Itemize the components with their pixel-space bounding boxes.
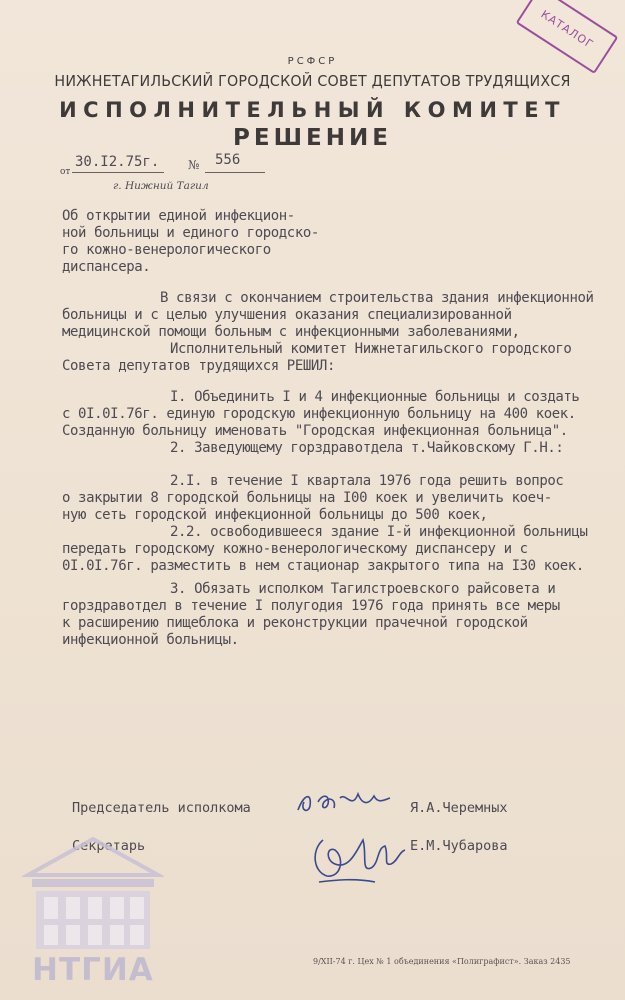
number-underline: [205, 172, 265, 173]
date-prefix: от: [60, 167, 71, 177]
subject-line: го кожно-венерологического: [62, 242, 271, 258]
council-title: НИЖНЕТАГИЛЬСКИЙ ГОРОДСКОЙ СОВЕТ ДЕПУТАТОВ ТРУДЯЩИХСЯ: [54, 72, 571, 90]
decision-date: 30.I2.75г.: [75, 154, 160, 170]
body-line: о закрытии 8 городской больницы на I00 коек и увеличить коеч-: [62, 490, 552, 506]
body-line: В связи с окончанием строительства здания инфекционной: [160, 290, 594, 306]
body-line: Совета депутатов трудящихся РЕШИЛ:: [62, 358, 335, 374]
body-line: горздравотдел в течение I полугодия 1976 года принять все меры: [62, 598, 560, 614]
body-line: медицинской помощи больным с инфекционными заболеваниями,: [62, 324, 520, 340]
secretary-signature: [305, 820, 415, 895]
date-underline: [72, 172, 164, 173]
body-line: Исполнительный комитет Нижнетагильского городского: [170, 341, 572, 357]
chairman-signature: [290, 780, 400, 825]
chairman-title: Председатель исполкома: [72, 800, 251, 816]
rsfsr-label: РСФСР: [287, 56, 338, 67]
catalog-stamp: КАТАЛОГ: [516, 0, 619, 74]
body-line: I. Объединить I и 4 инфекционные больницы и создать: [170, 389, 580, 405]
subject-line: ной больницы и единого городско-: [62, 225, 319, 241]
secretary-title: Секретарь: [72, 838, 146, 854]
secretary-name: Е.М.Чубарова: [410, 838, 508, 854]
body-line: больницы и с целью улучшения оказания специализированной: [62, 307, 512, 323]
body-line: 2. Заведующему горздравотдела т.Чайковскому Г.Н.:: [170, 440, 564, 456]
body-line: 2.I. в течение I квартала 1976 года решить вопрос: [170, 473, 564, 489]
committee-title: ИСПОЛНИТЕЛЬНЫЙ КОМИТЕТ: [59, 98, 566, 122]
body-line: ную сеть городской инфекционной больницы до 500 коек,: [62, 507, 488, 523]
body-line: передать городскому кожно-венерологическому диспансеру и с: [62, 541, 528, 557]
print-footer: 9/XII-74 г. Цех № 1 объединения «Полиграфист». Заказ 2435: [313, 957, 571, 966]
body-line: к расширению пищеблока и реконструкции прачечной городской: [62, 615, 528, 631]
chairman-name: Я.А.Черемных: [410, 800, 508, 816]
body-line: Созданную больницу именовать "Городская инфекционная больница".: [62, 423, 568, 439]
subject-line: диспансера.: [62, 259, 151, 275]
body-line: 3. Обязать исполком Тагилстроевского райсовета и: [170, 581, 556, 597]
body-line: инфекционной больницы.: [62, 632, 239, 648]
body-line: 0I.0I.76г. разместить в нем стационар закрытого типа на I30 коек.: [62, 558, 584, 574]
decision-number: 556: [215, 152, 241, 168]
number-sign: №: [188, 158, 200, 172]
body-line: с 0I.0I.76г. единую городскую инфекционную больницу на 400 коек.: [62, 406, 576, 422]
city-label: г. Нижний Тагил: [113, 180, 209, 192]
archive-logo-text: НТГИА: [32, 952, 154, 988]
decision-title: РЕШЕНИЕ: [233, 125, 392, 151]
body-line: 2.2. освободившееся здание I-й инфекционной больницы: [170, 524, 588, 540]
subject-line: Об открытии единой инфекцион-: [62, 208, 295, 224]
